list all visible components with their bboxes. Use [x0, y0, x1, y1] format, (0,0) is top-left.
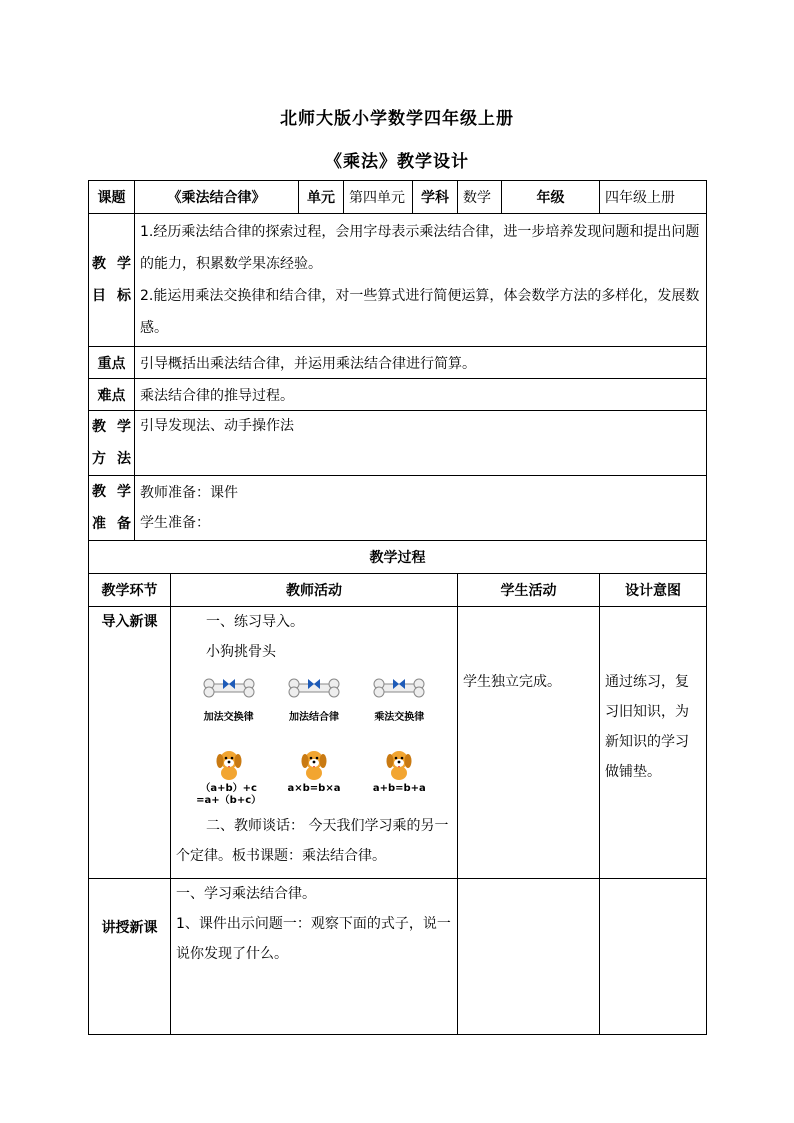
bones-row — [176, 675, 452, 733]
unit-value: 第四单元 — [344, 181, 413, 214]
key-point-text: 引导概括出乘法结合律，并运用乘法结合律进行简算。 — [135, 347, 707, 379]
difficulty-text: 乘法结合律的推导过程。 — [135, 379, 707, 411]
bone-item: 加法交换律 — [194, 675, 264, 733]
prep-student: 学生准备： — [140, 515, 210, 531]
topic-label: 课题 — [89, 181, 135, 214]
grade-value: 四年级上册 — [600, 181, 707, 214]
topic-value: 《乘法结合律》 — [135, 181, 299, 214]
stage1-line3: 二、教师谈话： 今天我们学习乘的另一个定律。板书课题：乘法结合律。 — [176, 818, 449, 864]
bone-item: 加法结合律 — [279, 675, 349, 733]
bone-icon — [284, 675, 344, 701]
goal-item-1: 1.经历乘法结合律的探索过程，会用字母表示乘法结合律，进一步培养发现问题和提出问题的能力，积累数学果冻经验。 — [140, 224, 700, 272]
subject-value: 数学 — [458, 181, 502, 214]
stage2-teacher — [171, 879, 458, 1035]
bone-icon — [369, 675, 429, 701]
stage1-name: 导入新课 — [89, 607, 171, 879]
prep-label: 教学 准备 — [89, 476, 135, 541]
lesson-plan-table — [88, 180, 707, 1035]
col-stage-header: 教学环节 — [89, 574, 171, 607]
prep-teacher: 教师准备：课件 — [140, 485, 238, 501]
col-teacher-header: 教师活动 — [171, 574, 458, 607]
document-subtitle: 《乘法》教学设计 — [325, 152, 469, 172]
document-title: 北师大版小学数学四年级上册 — [280, 109, 514, 129]
stage2-student — [458, 879, 600, 1035]
stage1-line2: 小狗挑骨头 — [206, 644, 276, 660]
method-label: 教学 方法 — [89, 411, 135, 476]
dog-icon — [211, 747, 247, 783]
goal-item-2: 2.能运用乘法交换律和结合律，对一些算式进行简便运算，体会数学方法的多样化，发展数感。 — [140, 288, 700, 336]
goals-content — [135, 214, 707, 347]
bone-icon — [199, 675, 259, 701]
method-text: 引导发现法、动手操作法 — [135, 411, 707, 476]
col-student-header: 学生活动 — [458, 574, 600, 607]
dog-item: a×b=b×a — [271, 747, 356, 807]
stage2-line1: 一、学习乘法结合律。 — [176, 886, 316, 902]
stage2-name: 讲授新课 — [89, 879, 171, 1035]
stage1-teacher — [171, 607, 458, 879]
dogs-row — [176, 747, 452, 807]
subject-label: 学科 — [413, 181, 458, 214]
dog-item: a+b=b+a — [357, 747, 442, 807]
bone-item: 乘法交换律 — [364, 675, 434, 733]
stage1-student: 学生独立完成。 — [458, 607, 600, 879]
goals-label: 教学 目标 — [89, 214, 135, 347]
key-point-label: 重点 — [89, 347, 135, 379]
stage1-intent: 通过练习，复习旧知识，为新知识的学习做铺垫。 — [600, 607, 707, 879]
dog-item: （a+b）+c =a+（b+c） — [186, 747, 271, 807]
col-intent-header: 设计意图 — [600, 574, 707, 607]
grade-label: 年级 — [502, 181, 600, 214]
difficulty-label: 难点 — [89, 379, 135, 411]
dog-icon — [381, 747, 417, 783]
prep-content — [135, 476, 707, 541]
stage2-line2: 1、课件出示问题一：观察下面的式子，说一说你发现了什么。 — [176, 916, 451, 962]
process-header: 教学过程 — [89, 541, 707, 574]
stage1-line1: 一、练习导入。 — [206, 614, 304, 630]
unit-label: 单元 — [299, 181, 344, 214]
dog-icon — [296, 747, 332, 783]
stage2-intent — [600, 879, 707, 1035]
